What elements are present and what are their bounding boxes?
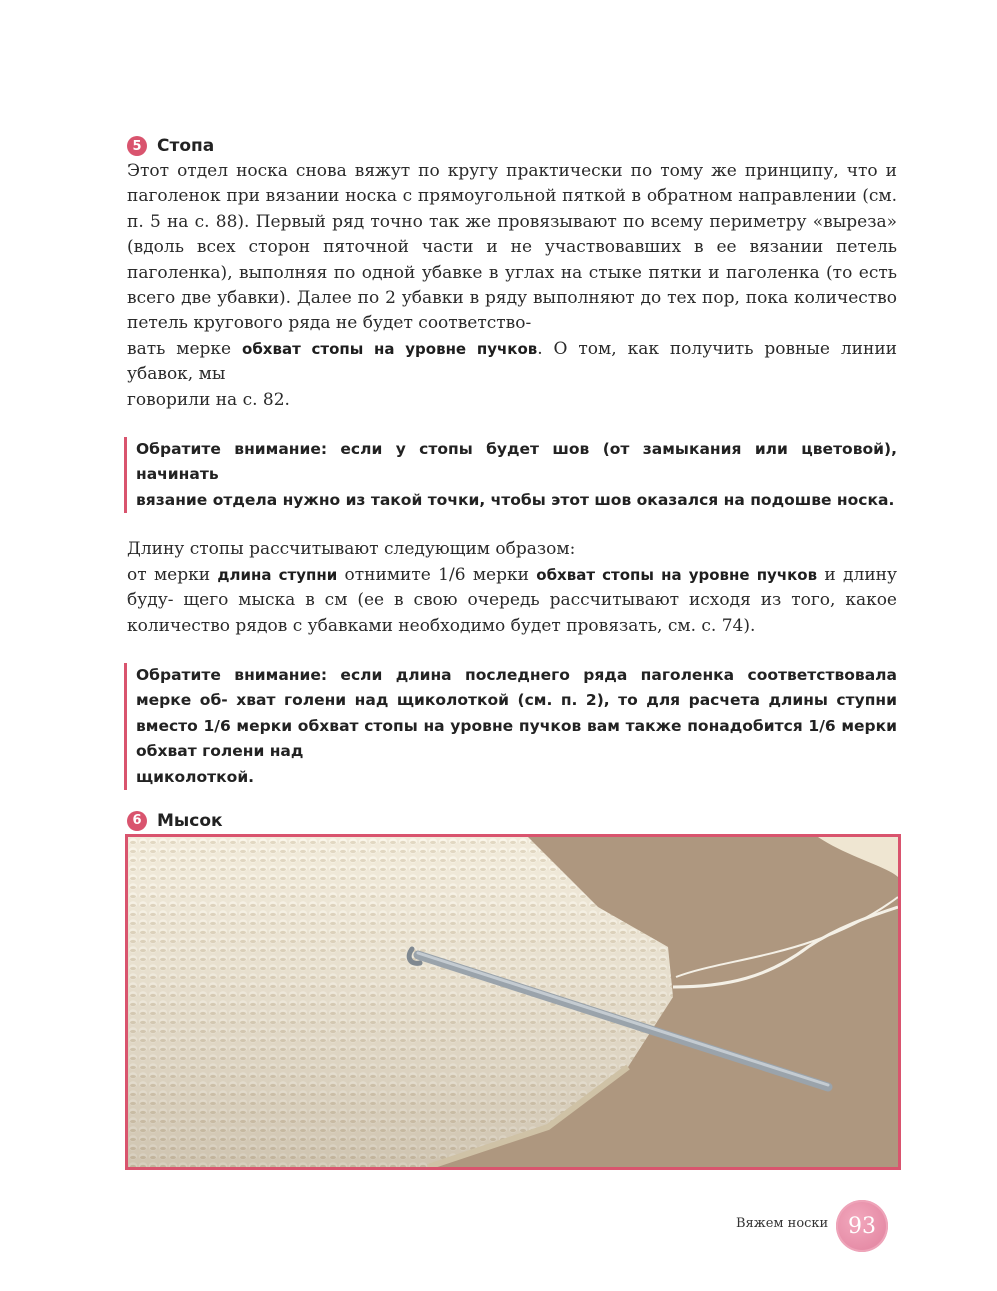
- measurement-term: обхват стопы на уровне пучков: [536, 565, 818, 584]
- text-fragment: . О том, как получить ровные линии убавок, мы: [127, 338, 897, 385]
- text-line: при вязании носка с прямоугольной пяткой в обратном направлении (см. п. 5 на с. 88).: [127, 186, 897, 232]
- text-fragment: вать мерке: [127, 338, 243, 359]
- footer-section-label: Вяжем носки: [736, 1216, 829, 1231]
- measurement-term: обхват стопы на уровне пучков: [242, 339, 538, 358]
- note-line: обхват стопы на уровне пучков вам также понадобится 1/6 мерки обхват голени над: [136, 716, 897, 761]
- page-number-badge: 93: [836, 1200, 888, 1252]
- text-line: щего мыска в см (ее в свою очередь рассчитывают исходя из того, какое количество рядов: [127, 590, 897, 636]
- text-line: Этот отдел носка снова вяжут по кругу практически по тому же принципу, что и паголенок: [127, 161, 897, 207]
- note-callout-1: [124, 437, 897, 513]
- note-line: Обратите внимание: если длина последнего ряда паголенка соответствовала мерке об-: [136, 665, 897, 710]
- page-content: [127, 135, 897, 936]
- note-callout-2: [124, 663, 897, 790]
- note-line: хват голени над щиколоткой (см. п. 2), то для расчета длины ступни вместо 1/6 мерки: [136, 691, 897, 735]
- text-line: говорили на с. 82.: [127, 389, 290, 410]
- text-line: убавке в углах на стыке пятки и паголенка (то есть всего две убавки). Далее по 2 убавки: [127, 262, 897, 309]
- knitted-fabric-with-hook-illustration: [128, 837, 898, 1167]
- text-line: пяточной части и не участвовавших в ее вязании петель паголенка), выполняя по одной: [127, 237, 897, 283]
- text-fragment: от мерки: [127, 564, 218, 585]
- text-line: в ряду выполняют до тех пор, пока количество петель кругового ряда не будет соответство-: [127, 288, 897, 334]
- text-fragment: и длину буду-: [127, 564, 897, 611]
- note-line: Обратите внимание: если у стопы будет шов (от замыкания или цветовой), начинать: [136, 440, 897, 484]
- text-fragment: отнимите 1/6 мерки: [337, 564, 537, 585]
- knitting-photo: [125, 834, 901, 1170]
- measurement-term: длина ступни: [217, 565, 338, 584]
- section-title: Мысок: [157, 810, 223, 831]
- text-line: с убавками необходимо будет провязать, см. с. 74).: [292, 615, 756, 636]
- note-line: щиколоткой.: [136, 767, 255, 786]
- paragraph-foot-length: [127, 537, 897, 639]
- text-line: Длину стопы рассчитывают следующим образом:: [127, 539, 576, 560]
- text-line: Первый ряд точно так же провязывают по всему периметру «выреза» (вдоль всех сторон: [127, 211, 898, 258]
- paragraph-foot-intro: [127, 159, 897, 413]
- section-heading-5: [127, 135, 897, 157]
- step-number-badge: 5: [127, 136, 147, 156]
- section-heading-6: [127, 810, 897, 832]
- note-line: вязание отдела нужно из такой точки, чтобы этот шов оказался на подошве носка.: [136, 490, 895, 509]
- step-number-badge: 6: [127, 811, 147, 831]
- section-title: Стопа: [157, 136, 215, 156]
